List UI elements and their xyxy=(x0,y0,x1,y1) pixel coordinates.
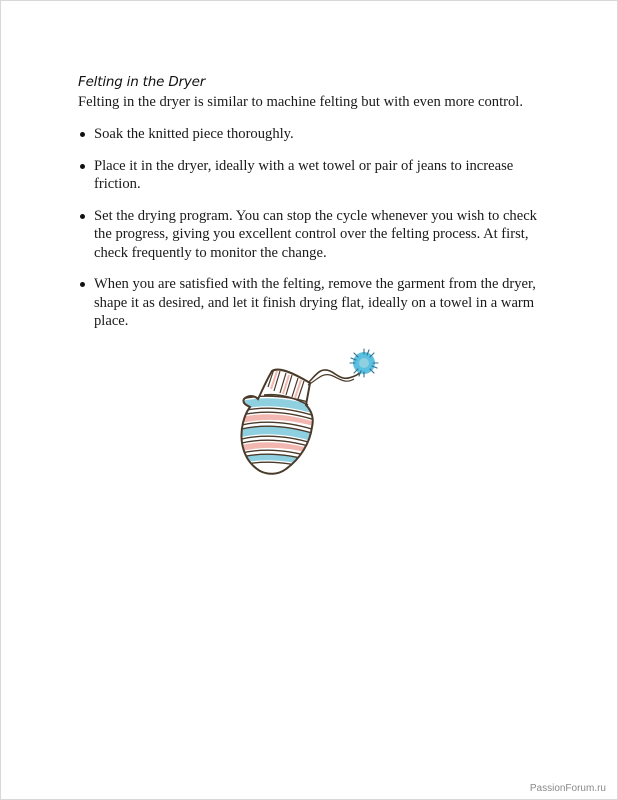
bullet-text: When you are satisfied with the felting, remove the garment from the dryer, shape it as desired, and let it finish drying flat, ideally on a towel in a warm place. xyxy=(94,276,536,329)
bullet-item xyxy=(78,125,548,144)
bullet-dot-icon xyxy=(80,282,85,287)
document-body xyxy=(78,73,548,344)
watermark: PassionForum.ru xyxy=(529,783,606,794)
striped-mitten-icon xyxy=(234,347,386,479)
bullet-text: Place it in the dryer, ideally with a wet towel or pair of jeans to increase friction. xyxy=(94,157,514,192)
bullet-item xyxy=(78,157,548,194)
bullet-dot-icon xyxy=(80,164,85,169)
bullet-dot-icon xyxy=(80,214,85,219)
bullet-dot-icon xyxy=(80,132,85,137)
intro-paragraph: Felting in the dryer is similar to machine felting but with even more control. xyxy=(78,94,524,110)
bullet-item xyxy=(78,207,548,263)
bullet-text: Set the drying program. You can stop the cycle whenever you wish to check the progress, giving you excellent control over the felting process. At first, check frequently to monitor the change. xyxy=(94,207,537,261)
bullet-list xyxy=(78,125,548,331)
bullet-text: Soak the knitted piece thoroughly. xyxy=(94,126,294,142)
bullet-item xyxy=(78,275,548,331)
section-heading: Felting in the Dryer xyxy=(78,74,206,90)
